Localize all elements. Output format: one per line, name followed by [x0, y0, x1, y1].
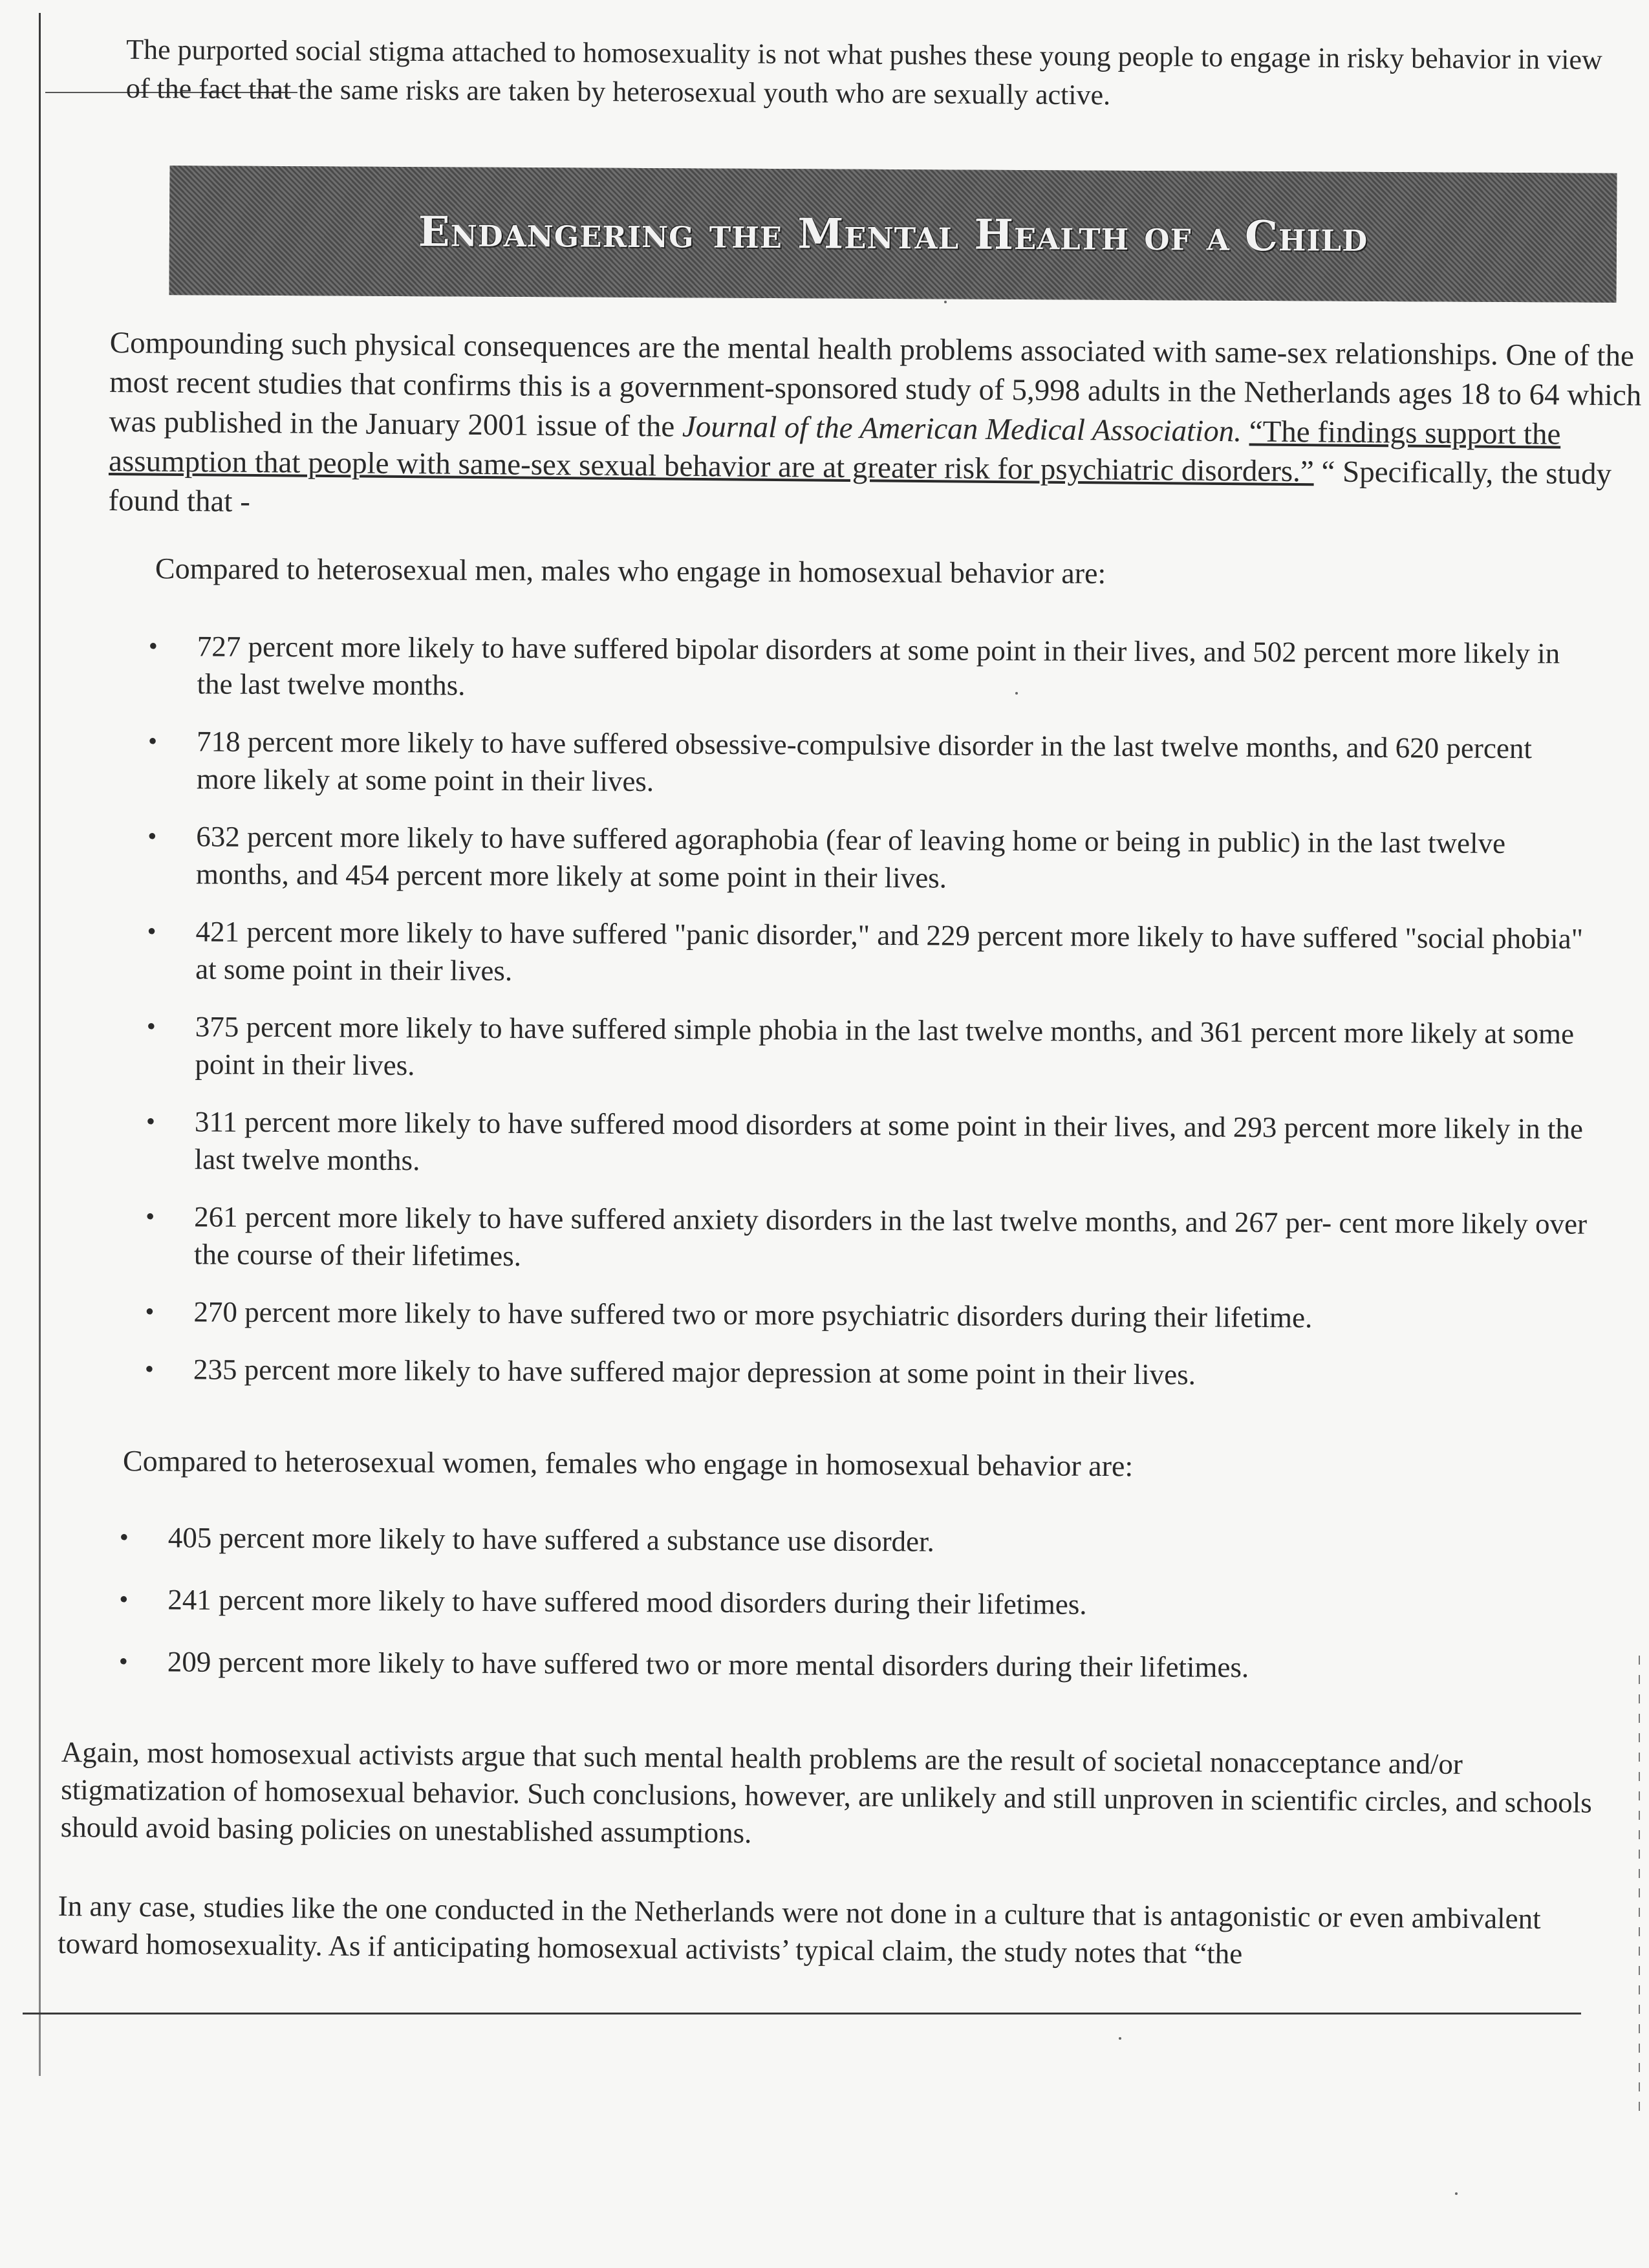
list-item: • 375 percent more likely to have suffered simple phobia in the last twelve months, and 361 percent more likely at some point in their lives.: [146, 1008, 1595, 1090]
bottom-rule: [23, 2013, 1581, 2014]
section-title: Endangering the Mental Health of a Child: [418, 207, 1368, 261]
list-item: • 718 percent more likely to have suffered obsessive-compulsive disorder in the last twelve months, and 620 percent more likely at some point in their lives.: [148, 722, 1597, 805]
scan-speck: [944, 301, 947, 303]
women-lead: Compared to heterosexual women, females who engage in homosexual behavior are:: [122, 1444, 1134, 1483]
right-margin-line: [1639, 1656, 1640, 2121]
study-quote: “The findings support the assumption that people with same-sex sexual behavior are at greater risk for psychiatric disorders.”: [108, 415, 1561, 489]
list-item: • 261 percent more likely to have suffered anxiety disorders in the last twelve months, and 267 per- cent more likely over the course of their lifetimes.: [146, 1198, 1595, 1280]
list-item: • 270 percent more likely to have suffered two or more psychiatric disorders during their lifetime.: [145, 1293, 1593, 1338]
list-item: • 241 percent more likely to have suffered mood disorders during their lifetimes.: [119, 1581, 1580, 1626]
section-banner: [169, 166, 1617, 303]
men-findings-list: [145, 627, 1597, 1416]
list-item: • 421 percent more likely to have suffered "panic disorder," and 229 percent more likely to have suffered "social phobia" at some point in their lives.: [147, 913, 1596, 995]
intro-paragraph: The purported social stigma attached to homosexuality is not what pushes these young people to engage in risky behavior in view of the fact that the same risks are taken by heterosexual youth who are sexually active.: [125, 33, 1602, 111]
paragraph-study-text: Compounding such physical consequences are the mental health problems associated with same-sex relationships. One of the most recent studies that confirms this is a government-sponsored study of 5,998 adults in the Netherlands ages 18 to 64 which was published in the January 2001 issue of the: [109, 325, 1642, 444]
list-item: • 209 percent more likely to have suffered two or more mental disorders during their lifetimes.: [119, 1643, 1580, 1688]
list-item: • 311 percent more likely to have suffered mood disorders at some point in their lives, and 293 percent more likely in the last twelve months.: [146, 1103, 1595, 1185]
list-item: • 235 percent more likely to have suffered major depression at some point in their lives.: [145, 1350, 1593, 1396]
journal-name: Journal of the American Medical Association.: [682, 409, 1242, 449]
paragraph-study-tail: “ Specifically, the study found that -: [108, 455, 1612, 519]
list-item: • 405 percent more likely to have suffered a substance use disorder.: [120, 1518, 1581, 1564]
list-item: • 632 percent more likely to have suffered agoraphobia (fear of leaving home or being in public) in the last twelve months, and 454 percent more likely at some point in their lives.: [147, 817, 1597, 900]
scan-speck: [1455, 2192, 1458, 2195]
left-margin-line: [39, 13, 41, 2076]
scan-speck: [1119, 2037, 1121, 2040]
paragraph-netherlands: In any case, studies like the one conducted in the Netherlands were not done in a culture that is antagonistic or even ambivalent toward homosexuality. As if anticipating homosexual activists’ typical claim, the study notes that “the: [58, 1889, 1541, 1970]
scan-speck: [1015, 692, 1018, 695]
women-findings-list: [118, 1518, 1580, 1712]
men-lead: Compared to heterosexual men, males who engage in homosexual behavior are:: [155, 552, 1106, 590]
paragraph-activists: Again, most homosexual activists argue that such mental health problems are the result of societal nonacceptance and/or stigmatization of homosexual behavior. Such conclusions, however, are unlikely and still unproven in scientific circles, and schools should avoid basing policies on unestablished assumptions.: [60, 1735, 1593, 1850]
paragraph-study-intro: [108, 323, 1643, 534]
list-item: • 727 percent more likely to have suffered bipolar disorders at some point in their lives, and 502 percent more likely in the last twelve months.: [148, 627, 1597, 710]
